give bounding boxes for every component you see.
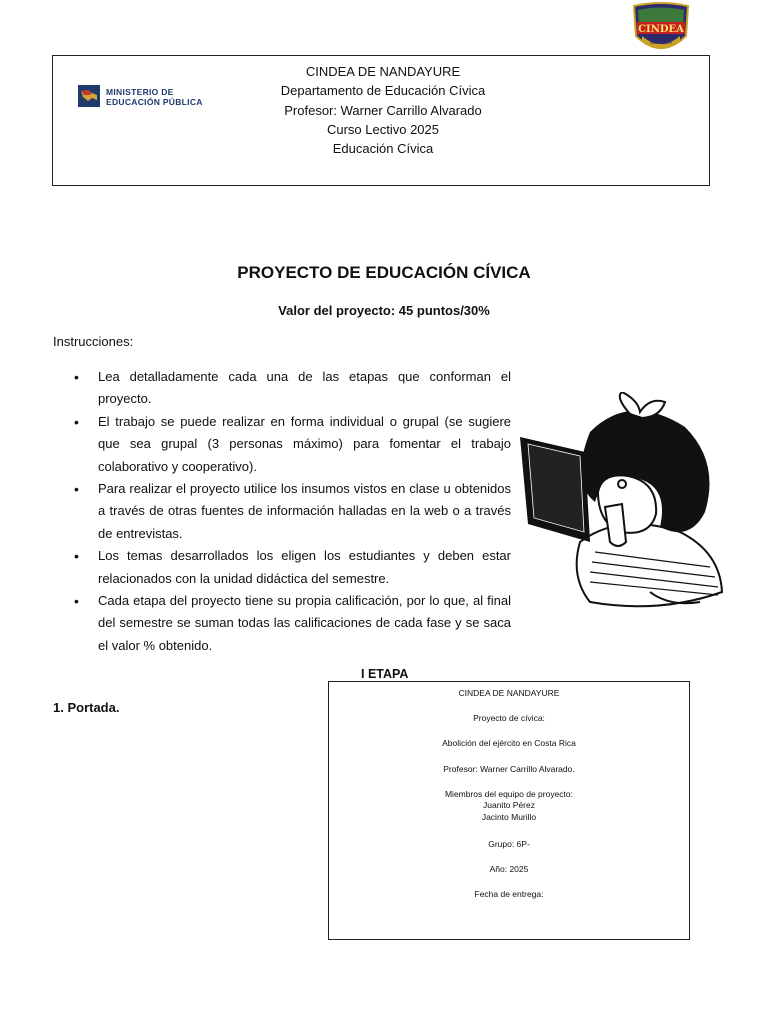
header-box xyxy=(52,55,710,186)
cover-member: Juanito Pérez xyxy=(483,800,535,810)
cover-institution: CINDEA DE NANDAYURE xyxy=(458,688,560,698)
costa-rica-map-icon xyxy=(78,85,100,107)
mep-logo-line2: EDUCACIÓN PÚBLICA xyxy=(106,97,203,107)
mep-logo-text xyxy=(106,87,203,107)
cover-member: Jacinto Murillo xyxy=(481,812,537,822)
instructions-list xyxy=(72,366,511,657)
header-subject: Educación Cívica xyxy=(332,141,434,157)
stage-label: I ETAPA xyxy=(361,667,409,681)
instruction-item: • Los temas desarrollados los eligen los estudiantes y deben estar relacionados con la unidad didáctica del semestre. xyxy=(98,545,511,590)
section-heading-portada: 1. Portada. xyxy=(53,700,120,715)
mafalda-reading-illustration xyxy=(510,392,732,614)
instructions-label: Instrucciones: xyxy=(53,334,134,349)
instruction-item: • El trabajo se puede realizar en forma individual o grupal (se sugiere que sea grupal (3 personas máximo) para fomentar el trabajo colaborativo y cooperativo). xyxy=(98,411,511,478)
crest-text: CINDEA xyxy=(638,24,684,35)
cover-due-date: Fecha de entrega: xyxy=(474,889,544,899)
cover-project: Proyecto de cívica: xyxy=(473,713,545,723)
cover-teacher: Profesor: Warner Carrillo Alvarado. xyxy=(443,764,575,774)
header-year: Curso Lectivo 2025 xyxy=(326,121,439,137)
header-institution: CINDEA DE NANDAYURE xyxy=(305,64,461,79)
crest-subtext: Nandayure xyxy=(650,40,672,45)
project-value: Valor del proyecto: 45 puntos/30% xyxy=(278,303,490,318)
instruction-item: • Para realizar el proyecto utilice los insumos vistos en clase u obtenidos a través de otras fuentes de información halladas en la web o a través de entrevistas. xyxy=(98,478,511,545)
cover-example-box xyxy=(328,681,690,940)
instruction-item: • Cada etapa del proyecto tiene su propia calificación, por lo que, al final del semestre se suman todas las calificaciones de cada fase y se saca el valor % obtenido. xyxy=(98,590,511,657)
header-teacher: Profesor: Warner Carrillo Alvarado xyxy=(284,102,482,118)
mep-logo xyxy=(78,84,218,110)
instruction-item: • Lea detalladamente cada una de las etapas que conforman el proyecto. xyxy=(98,366,511,411)
cover-topic: Abolición del ejército en Costa Rica xyxy=(442,738,576,748)
cover-members-label: Miembros del equipo de proyecto: xyxy=(444,789,574,799)
header-department: Departamento de Educación Cívica xyxy=(280,83,486,99)
mep-logo-line1: MINISTERIO DE xyxy=(106,87,174,97)
header-text xyxy=(223,62,543,158)
cover-group: Grupo: 6P- xyxy=(488,839,530,849)
document-title: PROYECTO DE EDUCACIÓN CÍVICA xyxy=(237,263,531,282)
cover-year: Año: 2025 xyxy=(489,864,529,874)
cindea-crest-logo xyxy=(630,2,692,56)
